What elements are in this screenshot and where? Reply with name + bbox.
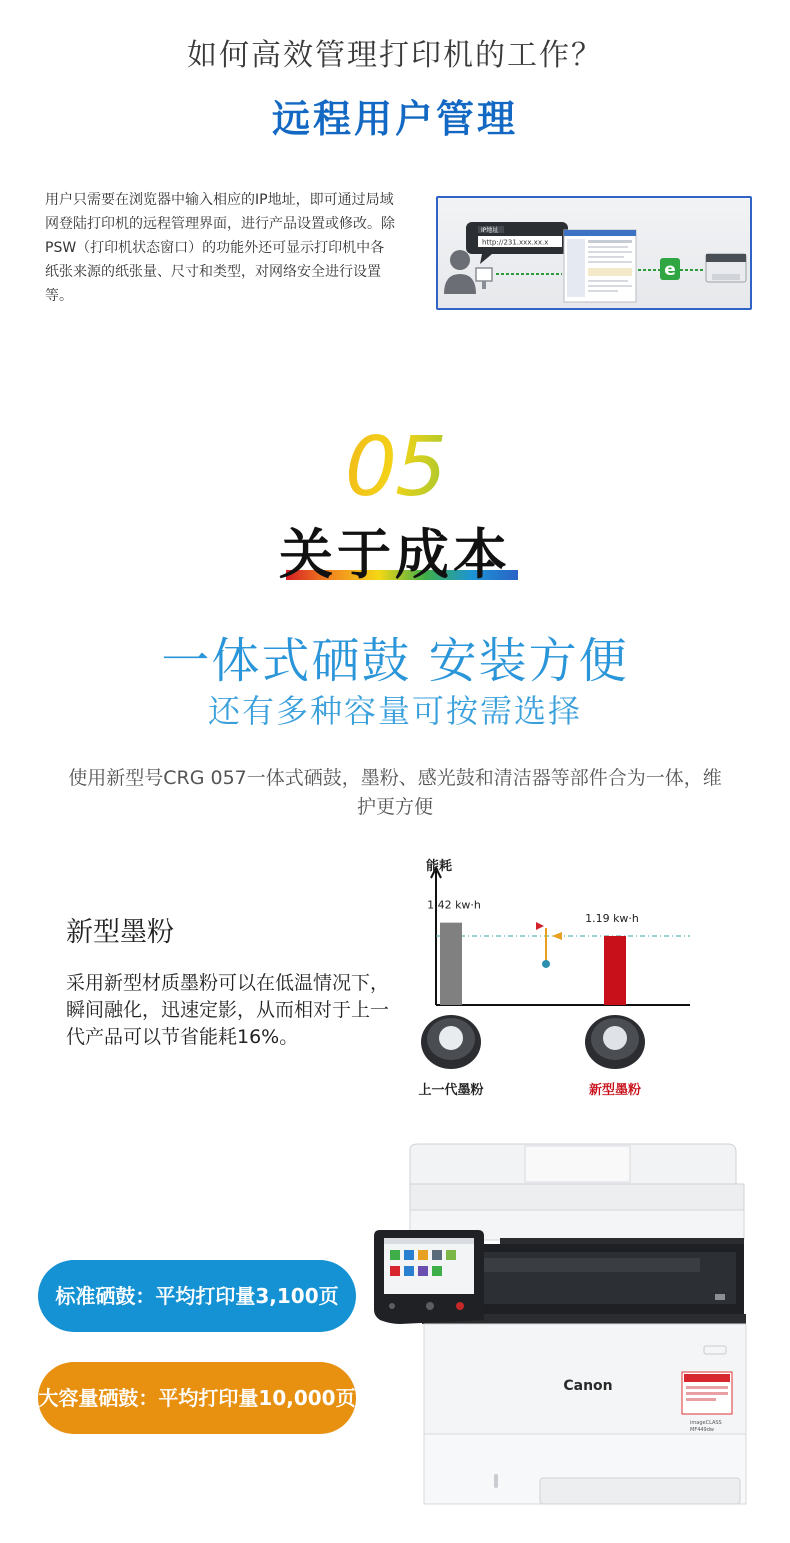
chart-y-label: 能耗 xyxy=(426,859,453,874)
section-number: 05 xyxy=(0,420,790,515)
cost-title: 关于成本 xyxy=(279,523,511,586)
printer-icon xyxy=(706,254,746,282)
reduction-indicator xyxy=(536,922,562,968)
section-title: 如何高效管理打印机的工作？ xyxy=(187,38,603,73)
chart-value-label-2: 1.19 kw·h xyxy=(585,911,639,925)
cartridge-description: 使用新型号CRG 057一体式硒鼓，墨粉、感光鼓和清洁器等部件合为一体，维护更方便 xyxy=(68,767,722,818)
remote-diagram xyxy=(438,198,750,308)
toner-title: 新型墨粉 xyxy=(66,917,174,948)
printer-illustration xyxy=(360,1140,760,1510)
ip-label: IP地址 xyxy=(481,227,499,234)
printer-model-line2: MF449dw xyxy=(690,1427,714,1433)
cartridge-headline: 一体式硒鼓 安装方便 xyxy=(161,633,629,689)
chart-category-label-1: 上一代墨粉 xyxy=(418,1083,484,1098)
remote-management-illustration xyxy=(436,196,752,310)
remote-description: 用户只需要在浏览器中输入相应的IP地址，即可通过局域网登陆打印机的远程管理界面，进行产品设置或修改。除PSW（打印机状态窗口）的功能外还可显示打印机中各纸张来源的纸张量、尺寸和类型，对网络安全进行设置等。 xyxy=(45,192,395,304)
section-subtitle: 远程用户管理 xyxy=(271,97,518,141)
toner-puck-icon-2 xyxy=(585,1015,645,1069)
chart-bar-2 xyxy=(604,936,626,1005)
browser-e-icon xyxy=(660,258,680,280)
printer-touch-panel xyxy=(374,1230,484,1324)
browser-e-letter: e xyxy=(664,260,676,280)
ip-speech-bubble xyxy=(466,222,568,264)
chart-axes xyxy=(426,858,690,1005)
toner-description: 采用新型材质墨粉可以在低温情况下，瞬间融化，迅速定影，从而相对于上一代产品可以节省能耗16%。 xyxy=(66,972,390,1048)
chart-category-label-2: 新型墨粉 xyxy=(588,1083,642,1098)
standard-cartridge-badge: 标准硒鼓：平均打印量3,100页 xyxy=(38,1260,356,1332)
high-capacity-cartridge-badge: 大容量硒鼓：平均打印量10,000页 xyxy=(38,1362,356,1434)
cartridge-subheadline: 还有多种容量可按需选择 xyxy=(207,692,582,730)
browser-window-icon xyxy=(564,230,636,302)
chart-value-label-1: 1.42 kw·h xyxy=(427,898,481,912)
toner-puck-icon-1 xyxy=(421,1015,481,1069)
energy-chart xyxy=(410,850,710,1110)
chart-bar-1 xyxy=(440,923,462,1005)
printer-model-line1: imageCLASS xyxy=(690,1420,722,1426)
ip-value: http://231.xxx.xx.x xyxy=(482,238,549,247)
printer-brand: Canon xyxy=(563,1378,613,1394)
